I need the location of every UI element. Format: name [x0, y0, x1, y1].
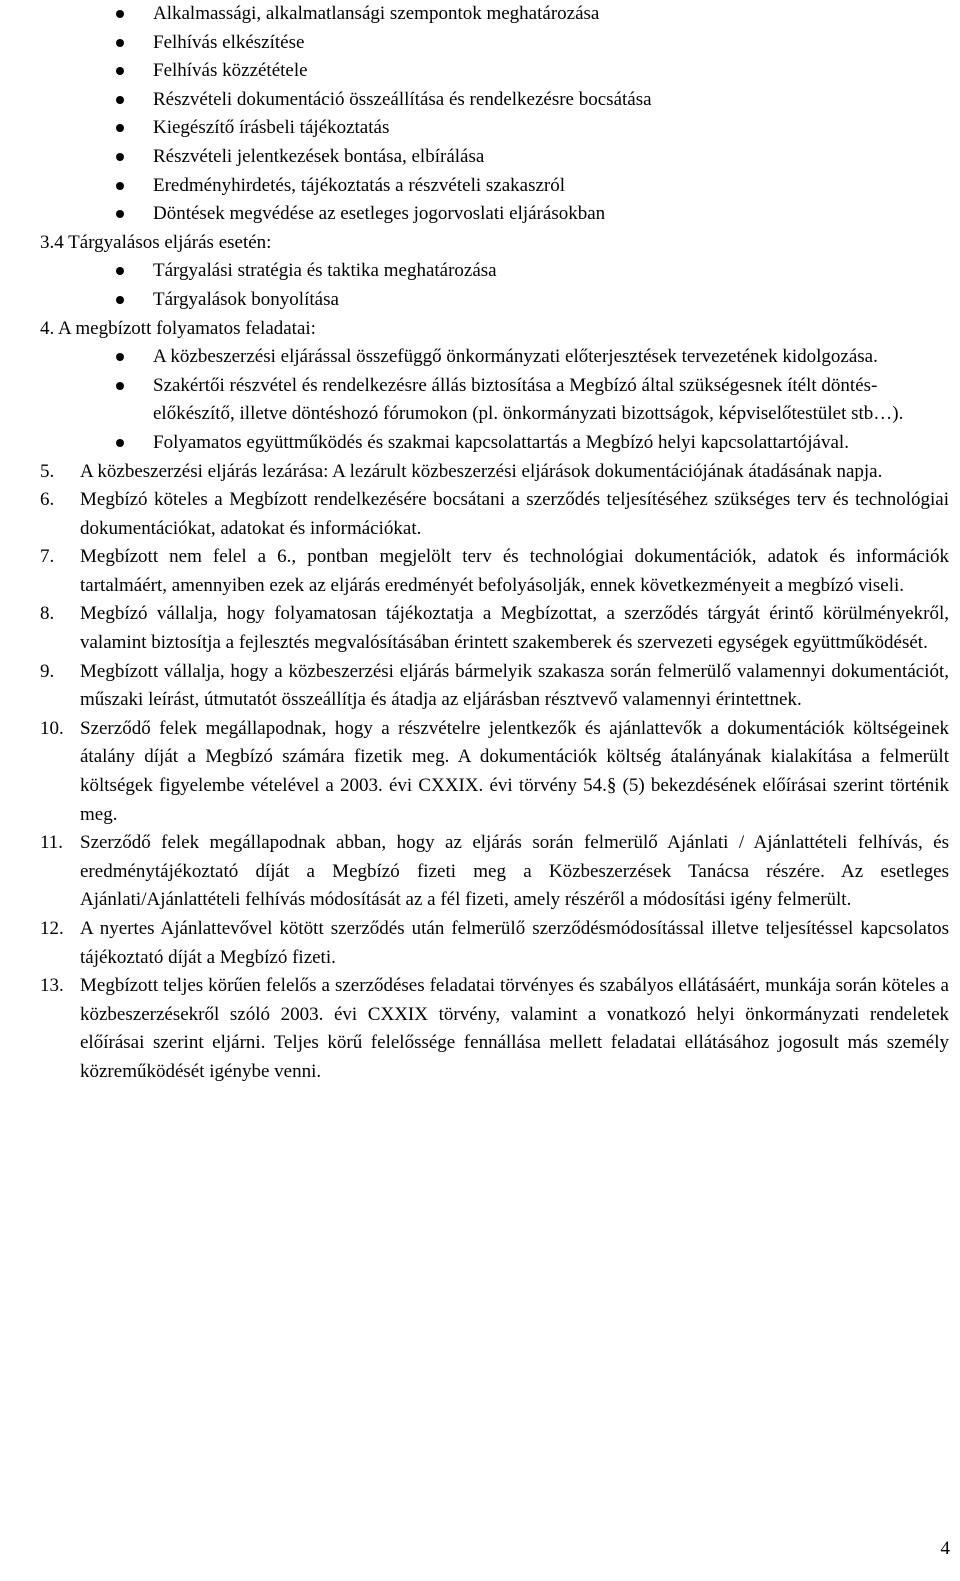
- bullet-item: A közbeszerzési eljárással összefüggő önkormányzati előterjesztések tervezetének kidolgozása.: [40, 343, 949, 372]
- numbered-clause: [40, 600, 949, 657]
- page-number: 4: [940, 1538, 950, 1559]
- bullet-item: Eredményhirdetés, tájékoztatás a részvételi szakaszról: [40, 172, 949, 201]
- bullet-item: Felhívás közzététele: [40, 57, 949, 86]
- numbered-clause-list: [40, 458, 949, 1087]
- clause-number: 13.: [40, 975, 64, 997]
- clause-text: Megbízó vállalja, hogy folyamatosan tájékoztatja a Megbízottat, a szerződés tárgyát érintő körülményekről, valamint biztosítja a fejlesztés megvalósításában érintett szakemberek és szervezeti egységek együttműködését.: [80, 603, 949, 654]
- bullet-item: Folyamatos együttműködés és szakmai kapcsolattartás a Megbízó helyi kapcsolattartójával.: [40, 429, 949, 458]
- bullet-item: Szakértői részvétel és rendelkezésre állás biztosítása a Megbízó által szükségesnek ítélt döntés-előkészítő, illetve döntéshozó fórumokon (pl. önkormányzati bizottságok, képviselőtestület stb…).: [40, 372, 949, 429]
- numbered-clause: [40, 458, 949, 487]
- bullet-item: Kiegészítő írásbeli tájékoztatás: [40, 114, 949, 143]
- clause-number: 10.: [40, 717, 64, 739]
- clause-text: Megbízott vállalja, hogy a közbeszerzési eljárás bármelyik szakasza során felmerülő valamennyi dokumentációt, műszaki leírást, útmutatót összeállítja és átadja az eljárásban résztvevő valamennyi érintettnek.: [80, 660, 949, 711]
- numbered-clause: [40, 486, 949, 543]
- bullet-item: Alkalmassági, alkalmatlansági szempontok meghatározása: [40, 0, 949, 29]
- clause-text: Megbízott nem felel a 6., pontban megjelölt terv és technológiai dokumentációk, adatok és információk tartalmáért, amennyiben ezek az eljárás eredményét befolyásolják, ennek következményeit a megbízó viseli.: [80, 546, 949, 596]
- clause-text: A nyertes Ajánlattevővel kötött szerződés után felmerülő szerződésmódosítással illetve teljesítéssel kapcsolatos tájékoztató díját a Megbízó fizeti.: [80, 918, 949, 968]
- clause-number: 9.: [40, 660, 55, 682]
- top-bullet-list: [40, 0, 949, 229]
- section-3-4-bullet-list: [40, 257, 949, 314]
- numbered-clause: [40, 915, 949, 972]
- bullet-item: Tárgyalások bonyolítása: [40, 286, 949, 315]
- bullet-item: Felhívás elkészítése: [40, 29, 949, 58]
- bullet-item: Részvételi jelentkezések bontása, elbírálása: [40, 143, 949, 172]
- clause-number: 8.: [40, 603, 55, 625]
- clause-text: Megbízott teljes körűen felelős a szerződéses feladatai törvényes és szabályos ellátásáért, munkája során köteles a közbeszerzésekről szóló 2003. évi CXXIX törvény, valamint a vonatkozó helyi önkormányzati rendeletek előírásai szerint eljárni. Teljes körű felelőssége fennállása mellett feladatai ellátásához jogosult más személy közreműködését igénybe venni.: [80, 975, 949, 1082]
- numbered-clause: [40, 829, 949, 915]
- clause-number: 12.: [40, 918, 64, 939]
- numbered-clause: [40, 715, 949, 829]
- bullet-item: Tárgyalási stratégia és taktika meghatározása: [40, 257, 949, 286]
- bullet-item: Részvételi dokumentáció összeállítása és rendelkezésre bocsátása: [40, 86, 949, 115]
- clause-number: 11.: [40, 832, 64, 854]
- clause-number: 5.: [40, 460, 55, 482]
- clause-text: A közbeszerzési eljárás lezárása: A lezárult közbeszerzési eljárások dokumentációjának átadásának napja.: [80, 460, 883, 482]
- numbered-clause: [40, 658, 949, 715]
- clause-number: 6.: [40, 489, 55, 511]
- clause-text: Szerződő felek megállapodnak, hogy a részvételre jelentkezők és ajánlattevők a dokumentációk költségeinek átalány díját a Megbízó számára fizetik meg. A dokumentációk költség átalányának kialakítása a felmerült költségek figyelembe vételével a 2003. évi CXXIX. évi törvény 54.§ (5) bekezdésének előírásai szerint történik meg.: [80, 717, 949, 825]
- section-3-4-heading: 3.4 Tárgyalásos eljárás esetén:: [40, 231, 272, 253]
- section-4-bullet-list: [40, 343, 949, 457]
- bullet-item: Döntések megvédése az esetleges jogorvoslati eljárásokban: [40, 200, 949, 229]
- numbered-clause: [40, 972, 949, 1086]
- clause-text: Szerződő felek megállapodnak abban, hogy az eljárás során felmerülő Ajánlati / Ajánlattételi felhívás, és eredménytájékoztató díját a Megbízó fizeti meg a Közbeszerzések Tanácsa részére. Az esetleges Ajánlati/Ajánlattételi felhívás módosítását az a fél fizeti, amely részéről a módosítási igény felmerült.: [80, 832, 949, 911]
- clause-text: Megbízó köteles a Megbízott rendelkezésére bocsátani a szerződés teljesítéséhez szükséges terv és technológiai dokumentációkat, adatokat és információkat.: [80, 489, 949, 539]
- clause-number: 7.: [40, 546, 55, 568]
- document-page: [40, 0, 949, 1087]
- numbered-clause: [40, 543, 949, 600]
- section-4-heading: 4. A megbízott folyamatos feladatai:: [40, 317, 316, 339]
